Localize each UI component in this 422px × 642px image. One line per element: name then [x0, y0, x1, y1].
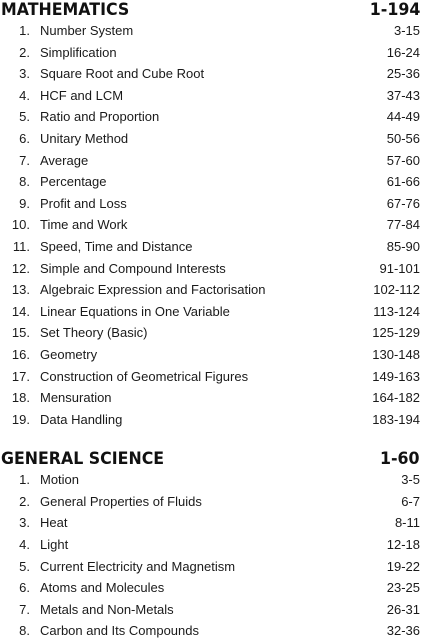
chapter-number: 10. [11, 217, 30, 233]
chapter-title: Construction of Geometrical Figures [40, 368, 249, 384]
chapter-page-range: 102-112 [373, 282, 420, 298]
section-page-range: 1-60 [380, 449, 420, 470]
chapter-number: 11. [12, 238, 30, 254]
toc-entry [0, 85, 422, 107]
toc-entry [0, 344, 422, 366]
toc-entry [0, 63, 422, 85]
chapter-number: 14. [11, 303, 30, 319]
chapter-title: Ratio and Proportion [40, 109, 160, 125]
chapter-title: Data Handling [40, 411, 123, 427]
chapter-page-range: 91-101 [379, 260, 420, 276]
section-header [0, 0, 422, 20]
chapter-number: 3. [19, 66, 30, 82]
section-title: GENERAL SCIENCE [1, 449, 165, 470]
toc-entry [0, 301, 422, 323]
toc-entry [0, 387, 422, 409]
chapter-page-range: 3-5 [401, 472, 420, 488]
chapter-title: Unitary Method [40, 130, 129, 146]
section-page-range: 1-194 [369, 0, 420, 20]
chapter-title: Simple and Compound Interests [40, 260, 226, 276]
chapter-page-range: 149-163 [372, 368, 420, 384]
chapter-number: 7. [19, 152, 30, 168]
toc-entry [0, 42, 422, 64]
chapter-page-range: 50-56 [386, 130, 420, 146]
chapter-page-range: 183-194 [372, 411, 420, 427]
chapter-page-range: 32-36 [386, 623, 420, 639]
section-title: MATHEMATICS [1, 0, 130, 20]
toc-entry [0, 469, 422, 491]
chapter-title: Square Root and Cube Root [40, 66, 205, 82]
chapter-number: 8. [19, 623, 30, 639]
chapter-title: General Properties of Fluids [40, 493, 202, 509]
chapter-number: 3. [19, 515, 30, 531]
chapter-title: Profit and Loss [40, 195, 127, 211]
section-general-science [0, 449, 422, 642]
chapter-page-range: 23-25 [386, 580, 420, 596]
toc-entry [0, 20, 422, 42]
chapter-page-range: 37-43 [386, 87, 420, 103]
chapter-page-range: 44-49 [386, 109, 420, 125]
chapter-title: Average [40, 152, 89, 168]
chapter-number: 1. [19, 23, 30, 38]
chapter-title: Mensuration [40, 390, 112, 406]
toc-entry [0, 577, 422, 599]
chapter-page-range: 85-90 [386, 238, 420, 254]
chapter-number: 12. [11, 260, 30, 276]
chapter-page-range: 6-7 [401, 493, 420, 509]
toc-entry [0, 171, 422, 193]
chapter-page-range: 16-24 [386, 44, 420, 60]
chapter-page-range: 3-15 [393, 23, 420, 38]
toc-entry [0, 512, 422, 534]
chapter-number: 6. [19, 580, 30, 596]
chapter-title: HCF and LCM [40, 87, 124, 103]
chapter-number: 4. [19, 87, 30, 103]
chapter-title: Algebraic Expression and Factorisation [40, 282, 266, 298]
chapter-number: 5. [19, 109, 30, 125]
chapter-title: Heat [40, 515, 68, 531]
toc-entry [0, 236, 422, 258]
chapter-title: Number System [40, 23, 134, 38]
chapter-title: Light [40, 537, 69, 553]
toc-entry [0, 128, 422, 150]
chapter-number: 17. [11, 368, 30, 384]
chapter-page-range: 8-11 [394, 515, 420, 531]
chapter-page-range: 67-76 [386, 195, 420, 211]
chapter-list [0, 469, 422, 642]
chapter-page-range: 61-66 [386, 174, 420, 190]
chapter-page-range: 164-182 [372, 390, 420, 406]
chapter-title: Carbon and Its Compounds [40, 623, 199, 639]
toc-entry [0, 322, 422, 344]
section-header [0, 449, 422, 469]
chapter-number: 2. [19, 44, 30, 60]
chapter-page-range: 25-36 [386, 66, 420, 82]
toc-entry [0, 106, 422, 128]
toc-entry [0, 534, 422, 556]
toc-entry [0, 409, 422, 431]
chapter-page-range: 130-148 [372, 346, 420, 362]
chapter-page-range: 125-129 [372, 325, 420, 341]
chapter-page-range: 113-124 [373, 303, 420, 319]
chapter-title: Geometry [40, 346, 98, 362]
chapter-title: Motion [40, 472, 80, 488]
chapter-number: 1. [19, 472, 30, 488]
toc-entry [0, 599, 422, 621]
chapter-title: Atoms and Molecules [40, 580, 165, 596]
chapter-number: 4. [19, 537, 30, 553]
chapter-number: 16. [11, 346, 30, 362]
toc-entry [0, 279, 422, 301]
toc-entry [0, 258, 422, 280]
chapter-page-range: 26-31 [386, 601, 420, 617]
chapter-title: Linear Equations in One Variable [40, 303, 230, 319]
chapter-title: Set Theory (Basic) [40, 325, 148, 341]
toc-entry [0, 556, 422, 578]
chapter-number: 7. [19, 601, 30, 617]
chapter-number: 18. [11, 390, 30, 406]
chapter-page-range: 19-22 [386, 558, 420, 574]
chapter-number: 9. [19, 195, 30, 211]
toc-entry [0, 214, 422, 236]
chapter-list [0, 20, 422, 430]
chapter-number: 6. [19, 130, 30, 146]
chapter-title: Speed, Time and Distance [40, 238, 193, 254]
chapter-number: 15. [11, 325, 30, 341]
chapter-page-range: 77-84 [386, 217, 420, 233]
chapter-title: Simplification [40, 44, 117, 60]
chapter-number: 5. [19, 558, 30, 574]
chapter-number: 8. [19, 174, 30, 190]
toc-entry [0, 491, 422, 513]
chapter-title: Current Electricity and Magnetism [40, 558, 236, 574]
chapter-title: Metals and Non-Metals [40, 601, 174, 617]
toc-entry [0, 193, 422, 215]
chapter-number: 19. [11, 411, 30, 427]
chapter-page-range: 12-18 [386, 537, 420, 553]
chapter-number: 13. [11, 282, 30, 298]
chapter-title: Percentage [40, 174, 107, 190]
toc-entry [0, 620, 422, 642]
toc-entry [0, 366, 422, 388]
chapter-number: 2. [19, 493, 30, 509]
chapter-page-range: 57-60 [386, 152, 420, 168]
toc-entry [0, 150, 422, 172]
chapter-title: Time and Work [40, 217, 128, 233]
